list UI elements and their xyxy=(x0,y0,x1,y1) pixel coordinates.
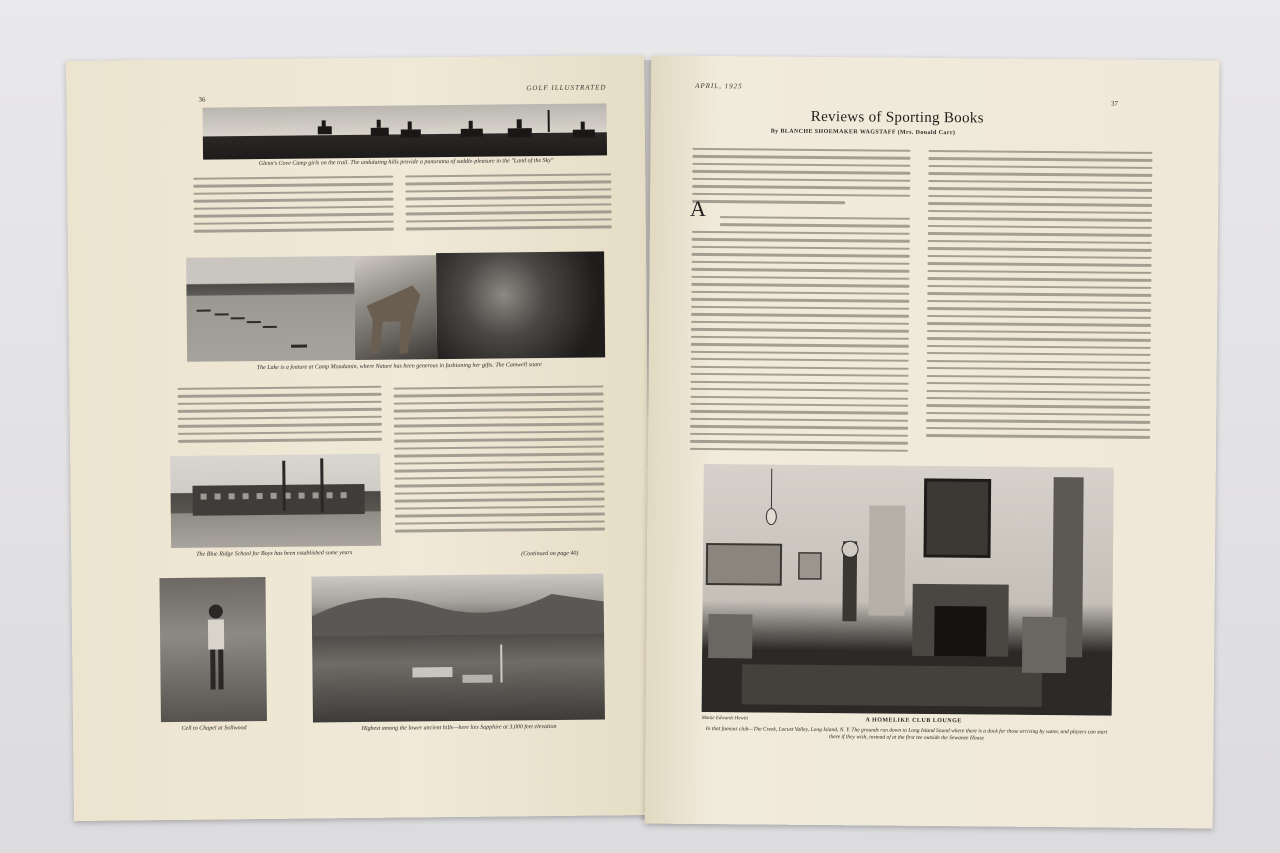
left-running-head: GOLF ILLUSTRATED xyxy=(526,83,607,93)
lounge-caption: In that famous club—The Creek, Locust Valley, Long Island, N. Y. The grounds run down to Long Island Sound where there is a dock for those arriving by water, and players can start there if they wish, instead of at the first tee outside the Sewanee House xyxy=(705,726,1108,742)
review-column-left xyxy=(690,148,911,457)
lounge-interior-art xyxy=(702,464,1114,716)
school-building-art xyxy=(170,454,381,548)
school-caption: The Blue Ridge School for Boys has been established some years xyxy=(196,550,353,558)
left-page xyxy=(66,55,652,821)
lake-photo xyxy=(186,256,355,362)
article-column-2a xyxy=(177,386,382,448)
article-column-1a xyxy=(193,176,394,238)
photo-credit: Mattie Edwards Hewitt xyxy=(701,715,749,722)
lounge-caption-title: A HOMELIKE CLUB LOUNGE xyxy=(865,717,962,725)
canoes-art xyxy=(186,256,355,362)
continued-note: (Continued on page 40) xyxy=(521,550,579,558)
article-byline: By BLANCHE SHOEMAKER WAGSTAFF (Mrs. Donald Carr) xyxy=(770,128,956,137)
forest-cabin-photo xyxy=(436,251,605,359)
drop-cap: A xyxy=(689,195,707,222)
figure-on-steps-art xyxy=(159,577,267,722)
horse-art xyxy=(354,255,437,360)
riders-silhouette-art xyxy=(203,103,608,159)
article-title: Reviews of Sporting Books xyxy=(810,108,984,127)
article-column-1b xyxy=(405,173,612,235)
trail-riders-photo xyxy=(203,103,608,159)
horses-photo xyxy=(354,255,437,360)
article-column-2b xyxy=(393,385,605,537)
sapphire-hills-photo xyxy=(311,573,605,722)
club-lounge-photo xyxy=(702,464,1114,716)
chapel-caption: Cell to Chapel at Sollwood xyxy=(181,725,247,732)
right-folio: 37 xyxy=(1110,99,1118,108)
left-folio: 36 xyxy=(198,95,206,104)
review-column-right xyxy=(926,150,1153,444)
right-running-head: APRIL, 1925 xyxy=(695,81,743,91)
lake-caption: The Lake is a feature at Camp Mondamin, where Nature has been generous in fashioning her gifts. The Camwell snare xyxy=(256,362,542,372)
hills-caption: Highest among the lower ancient hills—here lies Sapphire at 3,000 feet elevation xyxy=(361,723,557,732)
chapel-path-photo xyxy=(159,577,267,722)
blue-ridge-school-photo xyxy=(170,454,381,548)
trail-riders-caption: Glenn's Cove Camp girls on the trail. The undulating hills provide a panorama of saddle-pleasure in the "Land of the Sky" xyxy=(258,157,554,168)
valley-art xyxy=(311,573,605,722)
right-page xyxy=(645,56,1220,829)
